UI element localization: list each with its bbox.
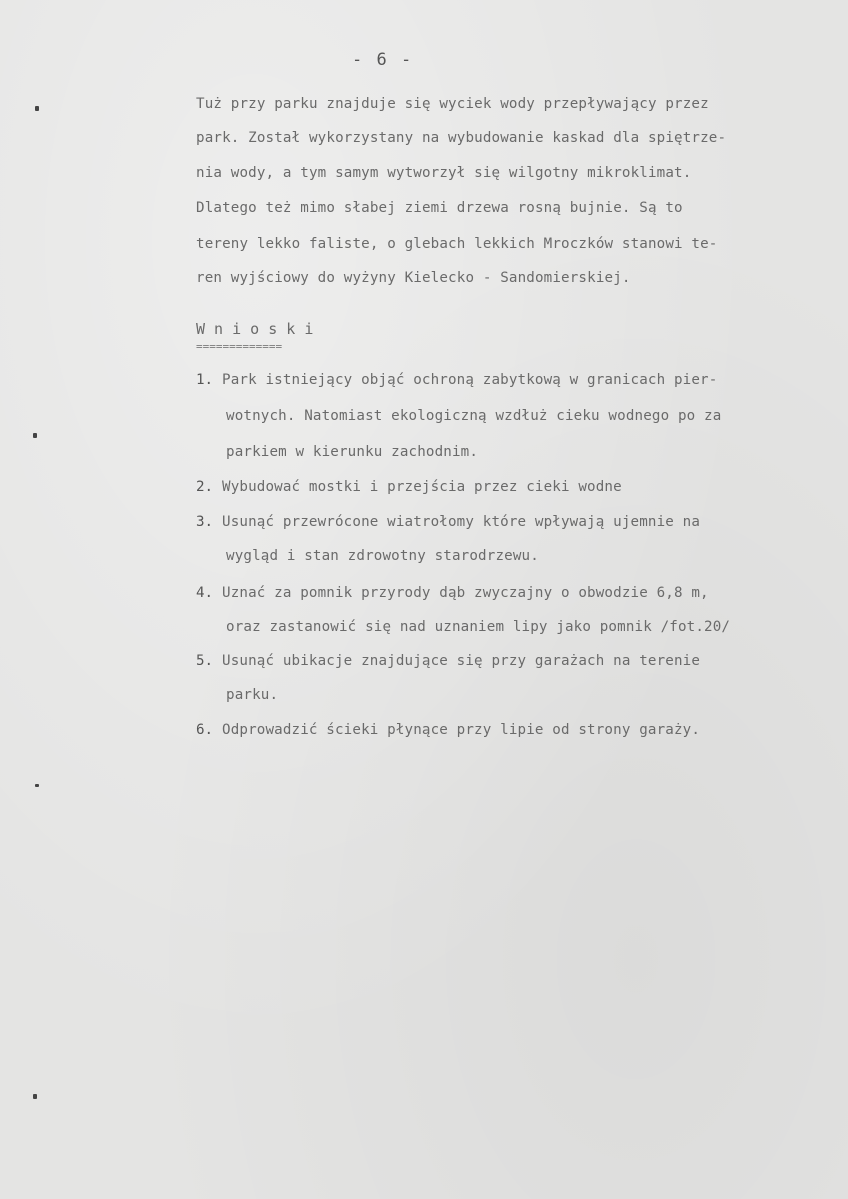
list-item-line: Park istniejący objąć ochroną zabytkową w granicach pier-	[222, 372, 718, 388]
list-item-line: wotnych. Natomiast ekologiczną wzdłuż cieku wodnego po za	[226, 408, 722, 424]
binder-hole-mark	[35, 784, 39, 787]
paragraph-line: Tuż przy parku znajduje się wyciek wody przepływający przez	[196, 96, 709, 112]
section-heading: W n i o s k i	[196, 320, 314, 338]
list-item-number: 1.	[196, 372, 214, 388]
paragraph-line: park. Został wykorzystany na wybudowanie kaskad dla spiętrze-	[196, 130, 727, 146]
list-item-number: 3.	[196, 514, 214, 530]
list-item-line: parku.	[226, 687, 279, 703]
list-item-line: Wybudować mostki i przejścia przez cieki wodne	[222, 479, 622, 495]
paragraph-line: ren wyjściowy do wyżyny Kielecko - Sandomierskiej.	[196, 270, 631, 286]
list-item-line: wygląd i stan zdrowotny starodrzewu.	[226, 548, 539, 564]
list-item-line: Usunąć ubikacje znajdujące się przy garażach na terenie	[222, 653, 701, 669]
list-item-line: Usunąć przewrócone wiatrołomy które wpływają ujemnie na	[222, 514, 701, 530]
binder-hole-mark	[33, 1094, 37, 1099]
page-number: - 6 -	[352, 50, 414, 70]
list-item-number: 2.	[196, 479, 214, 495]
list-item-line: oraz zastanowić się nad uznaniem lipy jako pomnik /fot.20/	[226, 619, 731, 635]
list-item-number: 5.	[196, 653, 214, 669]
binder-hole-mark	[33, 433, 37, 438]
paragraph-line: Dlatego też mimo słabej ziemi drzewa rosną bujnie. Są to	[196, 200, 683, 216]
paragraph-line: nia wody, a tym samym wytworzył się wilgotny mikroklimat.	[196, 165, 692, 181]
section-heading-underline: =============	[196, 340, 283, 353]
binder-hole-mark	[35, 106, 39, 111]
list-item-line: parkiem w kierunku zachodnim.	[226, 444, 479, 460]
list-item-number: 6.	[196, 722, 214, 738]
list-item-line: Uznać za pomnik przyrody dąb zwyczajny o obwodzie 6,8 m,	[222, 585, 709, 601]
paragraph-line: tereny lekko faliste, o glebach lekkich Mroczków stanowi te-	[196, 236, 718, 252]
list-item-line: Odprowadzić ścieki płynące przy lipie od strony garaży.	[222, 722, 701, 738]
list-item-number: 4.	[196, 585, 214, 601]
